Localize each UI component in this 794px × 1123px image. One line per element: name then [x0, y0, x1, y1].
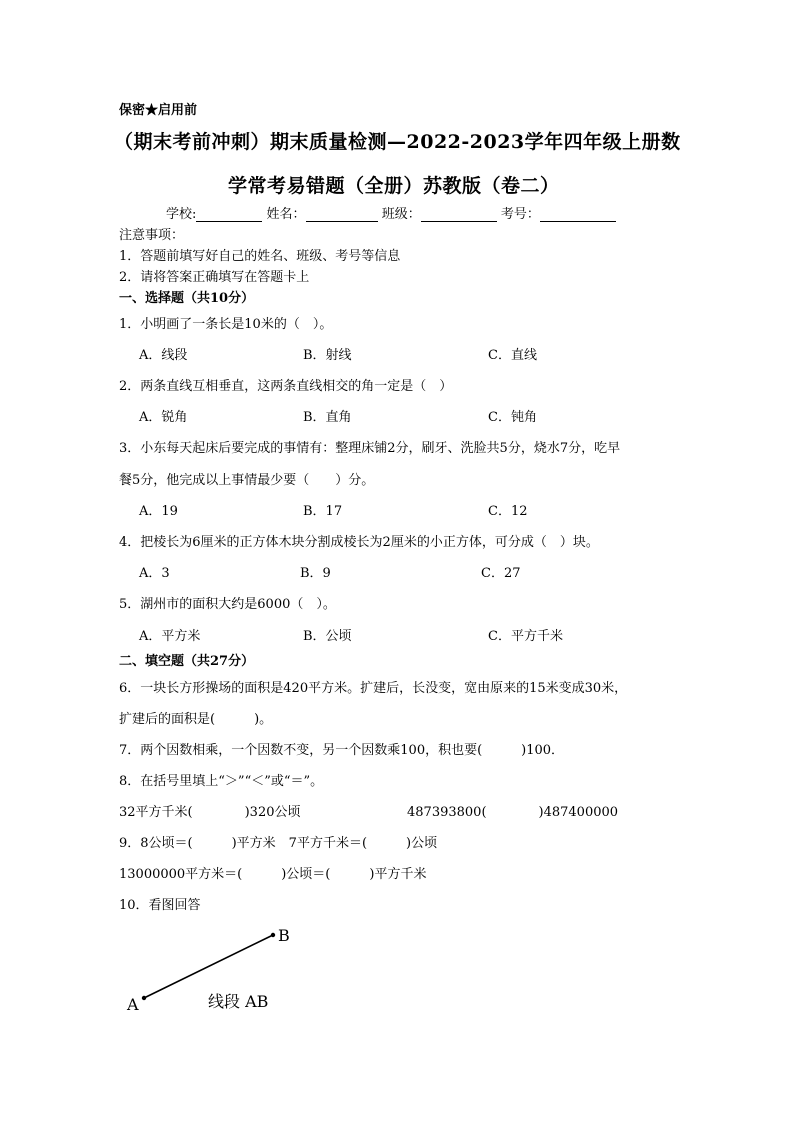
- question-9-line2: 13000000平方米＝( )公顷＝( )平方千米: [119, 867, 427, 882]
- label-b: B: [278, 926, 290, 945]
- question-1-option-c[interactable]: C．直线: [488, 348, 537, 363]
- name-label: 姓名：: [266, 207, 306, 222]
- question-4-option-b[interactable]: B．9: [300, 566, 331, 581]
- question-7: 7．两个因数相乘，一个因数不变，另一个因数乘100，积也要( )100．: [119, 743, 565, 758]
- question-3-stem-line2: 餐5分，他完成以上事情最少要（ ）分。: [119, 473, 375, 488]
- point-a: [142, 996, 146, 1000]
- question-9-line1: 9．8公顷＝( )平方米 7平方千米＝( )公顷: [119, 836, 438, 851]
- question-2-stem: 2．两条直线互相垂直，这两条直线相交的角一定是（ ）: [119, 379, 453, 394]
- question-1-option-b[interactable]: B．射线: [303, 348, 352, 363]
- question-5-stem: 5．湖州市的面积大约是6000（ ）。: [119, 597, 336, 612]
- point-b: [271, 933, 275, 937]
- student-info-row: [166, 203, 616, 222]
- question-8-left: 32平方千米( )320公顷: [119, 805, 301, 820]
- question-2-option-a[interactable]: A．锐角: [139, 410, 188, 425]
- question-4-stem: 4．把棱长为6厘米的正方体木块分割成棱长为2厘米的小正方体，可分成（ ）块。: [119, 535, 599, 550]
- notes-title: 注意事项：: [119, 228, 185, 243]
- question-3-option-a[interactable]: A．19: [139, 504, 178, 519]
- question-3-option-c[interactable]: C．12: [488, 504, 528, 519]
- page-title-line2: 学常考易错题（全册）苏教版（卷二）: [228, 175, 560, 197]
- question-8: 8．在括号里填上“＞”“＜”或“＝”。: [119, 774, 324, 789]
- figure-caption: 线段 AB: [208, 992, 269, 1011]
- school-field[interactable]: [196, 209, 262, 222]
- question-5-option-b[interactable]: B．公顷: [303, 629, 352, 644]
- exam-no-label: 考号：: [500, 207, 540, 222]
- question-4-option-a[interactable]: A．3: [139, 566, 170, 581]
- question-5-option-c[interactable]: C．平方千米: [488, 629, 563, 644]
- question-6-line2: 扩建后的面积是( )。: [119, 712, 273, 727]
- question-3-option-b[interactable]: B．17: [303, 504, 343, 519]
- question-5-option-a[interactable]: A．平方米: [139, 629, 201, 644]
- question-3-stem: 3．小东每天起床后要完成的事情有：整理床铺2分，刷牙、洗脸共5分，烧水7分，吃早: [119, 441, 621, 456]
- notes-item-2: 2．请将答案正确填写在答题卡上: [119, 270, 310, 285]
- question-4-option-c[interactable]: C．27: [481, 566, 521, 581]
- class-field[interactable]: [421, 209, 497, 222]
- question-2-option-b[interactable]: B．直角: [303, 410, 352, 425]
- question-10: 10．看图回答: [119, 898, 201, 913]
- school-label: 学校:: [166, 207, 197, 222]
- name-field[interactable]: [306, 209, 378, 222]
- section2-heading: 二、填空题（共27分）: [119, 654, 255, 669]
- exam-no-field[interactable]: [540, 209, 616, 222]
- question-8-right: 487393800( )487400000: [407, 805, 619, 820]
- section1-heading: 一、选择题（共10分）: [119, 291, 255, 306]
- question-1-stem: 1．小明画了一条长是10米的（ ）。: [119, 317, 333, 332]
- question-1-option-a[interactable]: A．线段: [139, 348, 188, 363]
- question-6-line1: 6．一块长方形操场的面积是420平方米。扩建后，长没变，宽由原来的15米变成30米，: [119, 681, 628, 696]
- class-label: 班级：: [381, 207, 421, 222]
- notes-item-1: 1．答题前填写好自己的姓名、班级、考号等信息: [119, 249, 401, 264]
- secret-label: 保密★启用前: [119, 103, 198, 118]
- question-2-option-c[interactable]: C．钝角: [488, 410, 537, 425]
- page-title-line1: （期末考前冲刺）期末质量检测—2022-2023学年四年级上册数: [114, 131, 681, 153]
- label-a: A: [127, 995, 139, 1014]
